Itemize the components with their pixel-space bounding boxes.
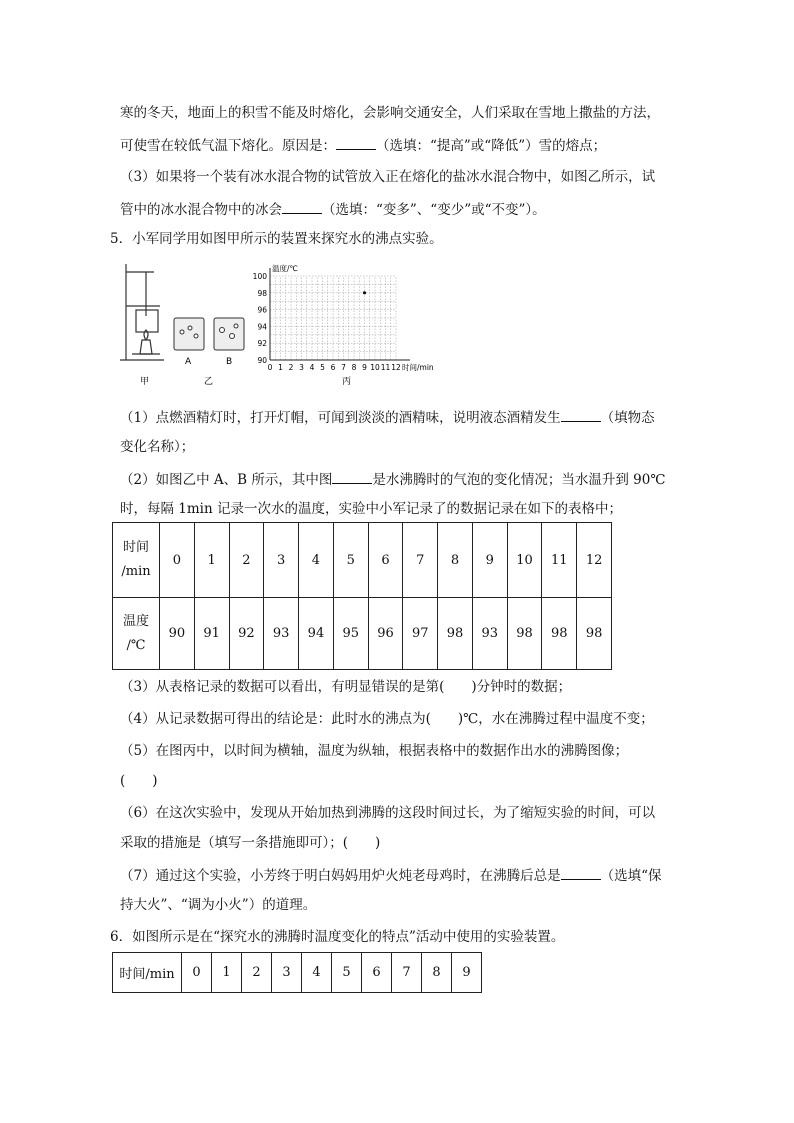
label-yi: 乙 bbox=[204, 377, 214, 387]
label-b: B bbox=[226, 357, 233, 367]
text-line: （2）如图乙中 A、B 所示，其中图 是水沸腾时的气泡的变化情况；当水温升到 90℃ bbox=[120, 472, 666, 488]
data-table bbox=[112, 522, 612, 670]
table-header-cell: 时间/min bbox=[113, 953, 182, 993]
label-a: A bbox=[185, 357, 192, 367]
x-tick-label: 8 bbox=[351, 363, 357, 372]
text-line: 寒的冬天，地面上的积雪不能及时熔化，会影响交通安全，人们采取在雪地上撒盐的方法， bbox=[120, 105, 660, 121]
table-cell: 90 bbox=[160, 598, 195, 670]
table-cell: 3 bbox=[264, 523, 299, 598]
table-cell: 98 bbox=[507, 598, 542, 670]
label-jia: 甲 bbox=[140, 377, 150, 387]
table-cell: 2 bbox=[242, 953, 272, 993]
table-cell: 97 bbox=[403, 598, 438, 670]
answer-blank[interactable] bbox=[282, 200, 322, 214]
text-line: 持大火”、“调为小火”）的道理。 bbox=[120, 897, 317, 913]
table-cell: 93 bbox=[264, 598, 299, 670]
y-tick-label: 100 bbox=[252, 272, 267, 281]
table-cell: 93 bbox=[472, 598, 507, 670]
y-tick-label: 90 bbox=[257, 356, 267, 365]
x-tick-label: 3 bbox=[299, 363, 304, 372]
table-cell: 96 bbox=[368, 598, 403, 670]
table-cell: 0 bbox=[182, 953, 212, 993]
table-row bbox=[113, 523, 612, 598]
y-tick-label: 96 bbox=[257, 305, 267, 315]
experiment-figure bbox=[118, 258, 458, 394]
table-cell: 3 bbox=[272, 953, 302, 993]
table-cell: 8 bbox=[438, 523, 473, 598]
table-cell: 5 bbox=[332, 953, 362, 993]
table-row bbox=[113, 953, 482, 993]
data-table-2 bbox=[112, 952, 482, 993]
answer-blank[interactable] bbox=[332, 470, 372, 484]
beaker-b-icon bbox=[214, 318, 244, 350]
x-tick-label: 4 bbox=[309, 363, 315, 372]
table-row bbox=[113, 598, 612, 670]
table-cell: 7 bbox=[403, 523, 438, 598]
question-5: 5．小军同学用如图甲所示的装置来探究水的沸点实验。 bbox=[110, 231, 443, 247]
table-cell: 98 bbox=[542, 598, 577, 670]
y-tick-label: 92 bbox=[257, 339, 267, 349]
text-line: 变化名称）； bbox=[120, 439, 195, 455]
table-cell: 92 bbox=[229, 598, 264, 670]
table-cell: 9 bbox=[452, 953, 482, 993]
x-tick-label: 5 bbox=[320, 363, 325, 372]
table-cell: 95 bbox=[333, 598, 368, 670]
table-cell: 4 bbox=[302, 953, 332, 993]
x-tick-label: 7 bbox=[341, 363, 346, 372]
stand-apparatus-icon bbox=[120, 264, 164, 360]
table-cell: 12 bbox=[577, 523, 612, 598]
text-line: ( ) bbox=[120, 773, 158, 789]
text-line: （3）如果将一个装有冰水混合物的试管放入正在熔化的盐冰水混合物中，如图乙所示，试 bbox=[120, 169, 656, 185]
x-tick-label: 1 bbox=[278, 363, 283, 372]
x-tick-label: 6 bbox=[330, 363, 336, 372]
table-cell: 10 bbox=[507, 523, 542, 598]
text-line: 可使雪在较低气温下熔化。原因是： （选填：“提高”或“降低”）雪的熔点； bbox=[120, 138, 607, 154]
table-cell: 5 bbox=[333, 523, 368, 598]
table-cell: 11 bbox=[542, 523, 577, 598]
x-tick-label: 9 bbox=[362, 363, 367, 372]
x-tick-label: 12 bbox=[391, 363, 401, 372]
text-line: （7）通过这个实验，小芳终于明白妈妈用炉火炖老母鸡时，在沸腾后总是 （选填“保 bbox=[120, 868, 662, 884]
text-line: （5）在图丙中，以时间为横轴，温度为纵轴，根据表格中的数据作出水的沸腾图像； bbox=[120, 743, 629, 759]
x-tick-label: 11 bbox=[380, 363, 391, 372]
beaker-a-icon bbox=[174, 318, 204, 350]
text-line: 管中的冰水混合物中的冰会 （选填：“变多”、“变少”或“不变”）。 bbox=[120, 202, 546, 218]
text-line: 采取的措施是（填写一条措施即可）；( ) bbox=[120, 835, 381, 851]
table-cell: 6 bbox=[362, 953, 392, 993]
question-6: 6．如图所示是在“探究水的沸腾时温度变化的特点”活动中使用的实验装置。 bbox=[110, 929, 565, 945]
table-cell: 7 bbox=[392, 953, 422, 993]
text-line: 时，每隔 1min 记录一次水的温度，实验中小军记录了的数据记录在如下的表格中； bbox=[120, 501, 622, 517]
y-tick-label: 98 bbox=[257, 288, 267, 298]
table-cell: 98 bbox=[438, 598, 473, 670]
data-point bbox=[363, 291, 366, 294]
table-cell: 6 bbox=[368, 523, 403, 598]
table-cell: 1 bbox=[194, 523, 229, 598]
text-line: （3）从表格记录的数据可以看出，有明显错误的是第( )分钟时的数据； bbox=[120, 679, 572, 695]
answer-blank[interactable] bbox=[336, 136, 376, 150]
text-line: （1）点燃酒精灯时，打开灯帽，可闻到淡淡的酒精味，说明液态酒精发生 （填物态 bbox=[120, 410, 655, 426]
table-cell: 1 bbox=[212, 953, 242, 993]
x-tick-label: 10 bbox=[370, 363, 380, 372]
text-line: （6）在这次实验中，发现从开始加热到沸腾的这段时间过长，为了缩短实验的时间，可以 bbox=[120, 805, 656, 821]
table-cell: 9 bbox=[472, 523, 507, 598]
answer-blank[interactable] bbox=[561, 408, 601, 422]
table-header-cell: 温度 /℃ bbox=[113, 598, 160, 670]
table-cell: 4 bbox=[299, 523, 334, 598]
table-cell: 2 bbox=[229, 523, 264, 598]
y-axis-label: 温度/℃ bbox=[272, 264, 298, 273]
table-cell: 98 bbox=[577, 598, 612, 670]
table-cell: 8 bbox=[422, 953, 452, 993]
answer-blank[interactable] bbox=[561, 866, 601, 880]
label-bing: 丙 bbox=[342, 377, 352, 387]
table-header-cell: 时间 /min bbox=[113, 523, 160, 598]
y-tick-label: 94 bbox=[257, 322, 267, 332]
table-cell: 0 bbox=[160, 523, 195, 598]
x-tick-label: 0 bbox=[267, 363, 273, 372]
boiling-chart bbox=[253, 263, 434, 372]
x-axis-label: 时间/min bbox=[402, 363, 434, 372]
x-tick-label: 2 bbox=[288, 363, 294, 372]
table-cell: 91 bbox=[194, 598, 229, 670]
text-line: （4）从记录数据可得出的结论是：此时水的沸点为( )℃，水在沸腾过程中温度不变； bbox=[120, 711, 654, 727]
table-cell: 94 bbox=[299, 598, 334, 670]
